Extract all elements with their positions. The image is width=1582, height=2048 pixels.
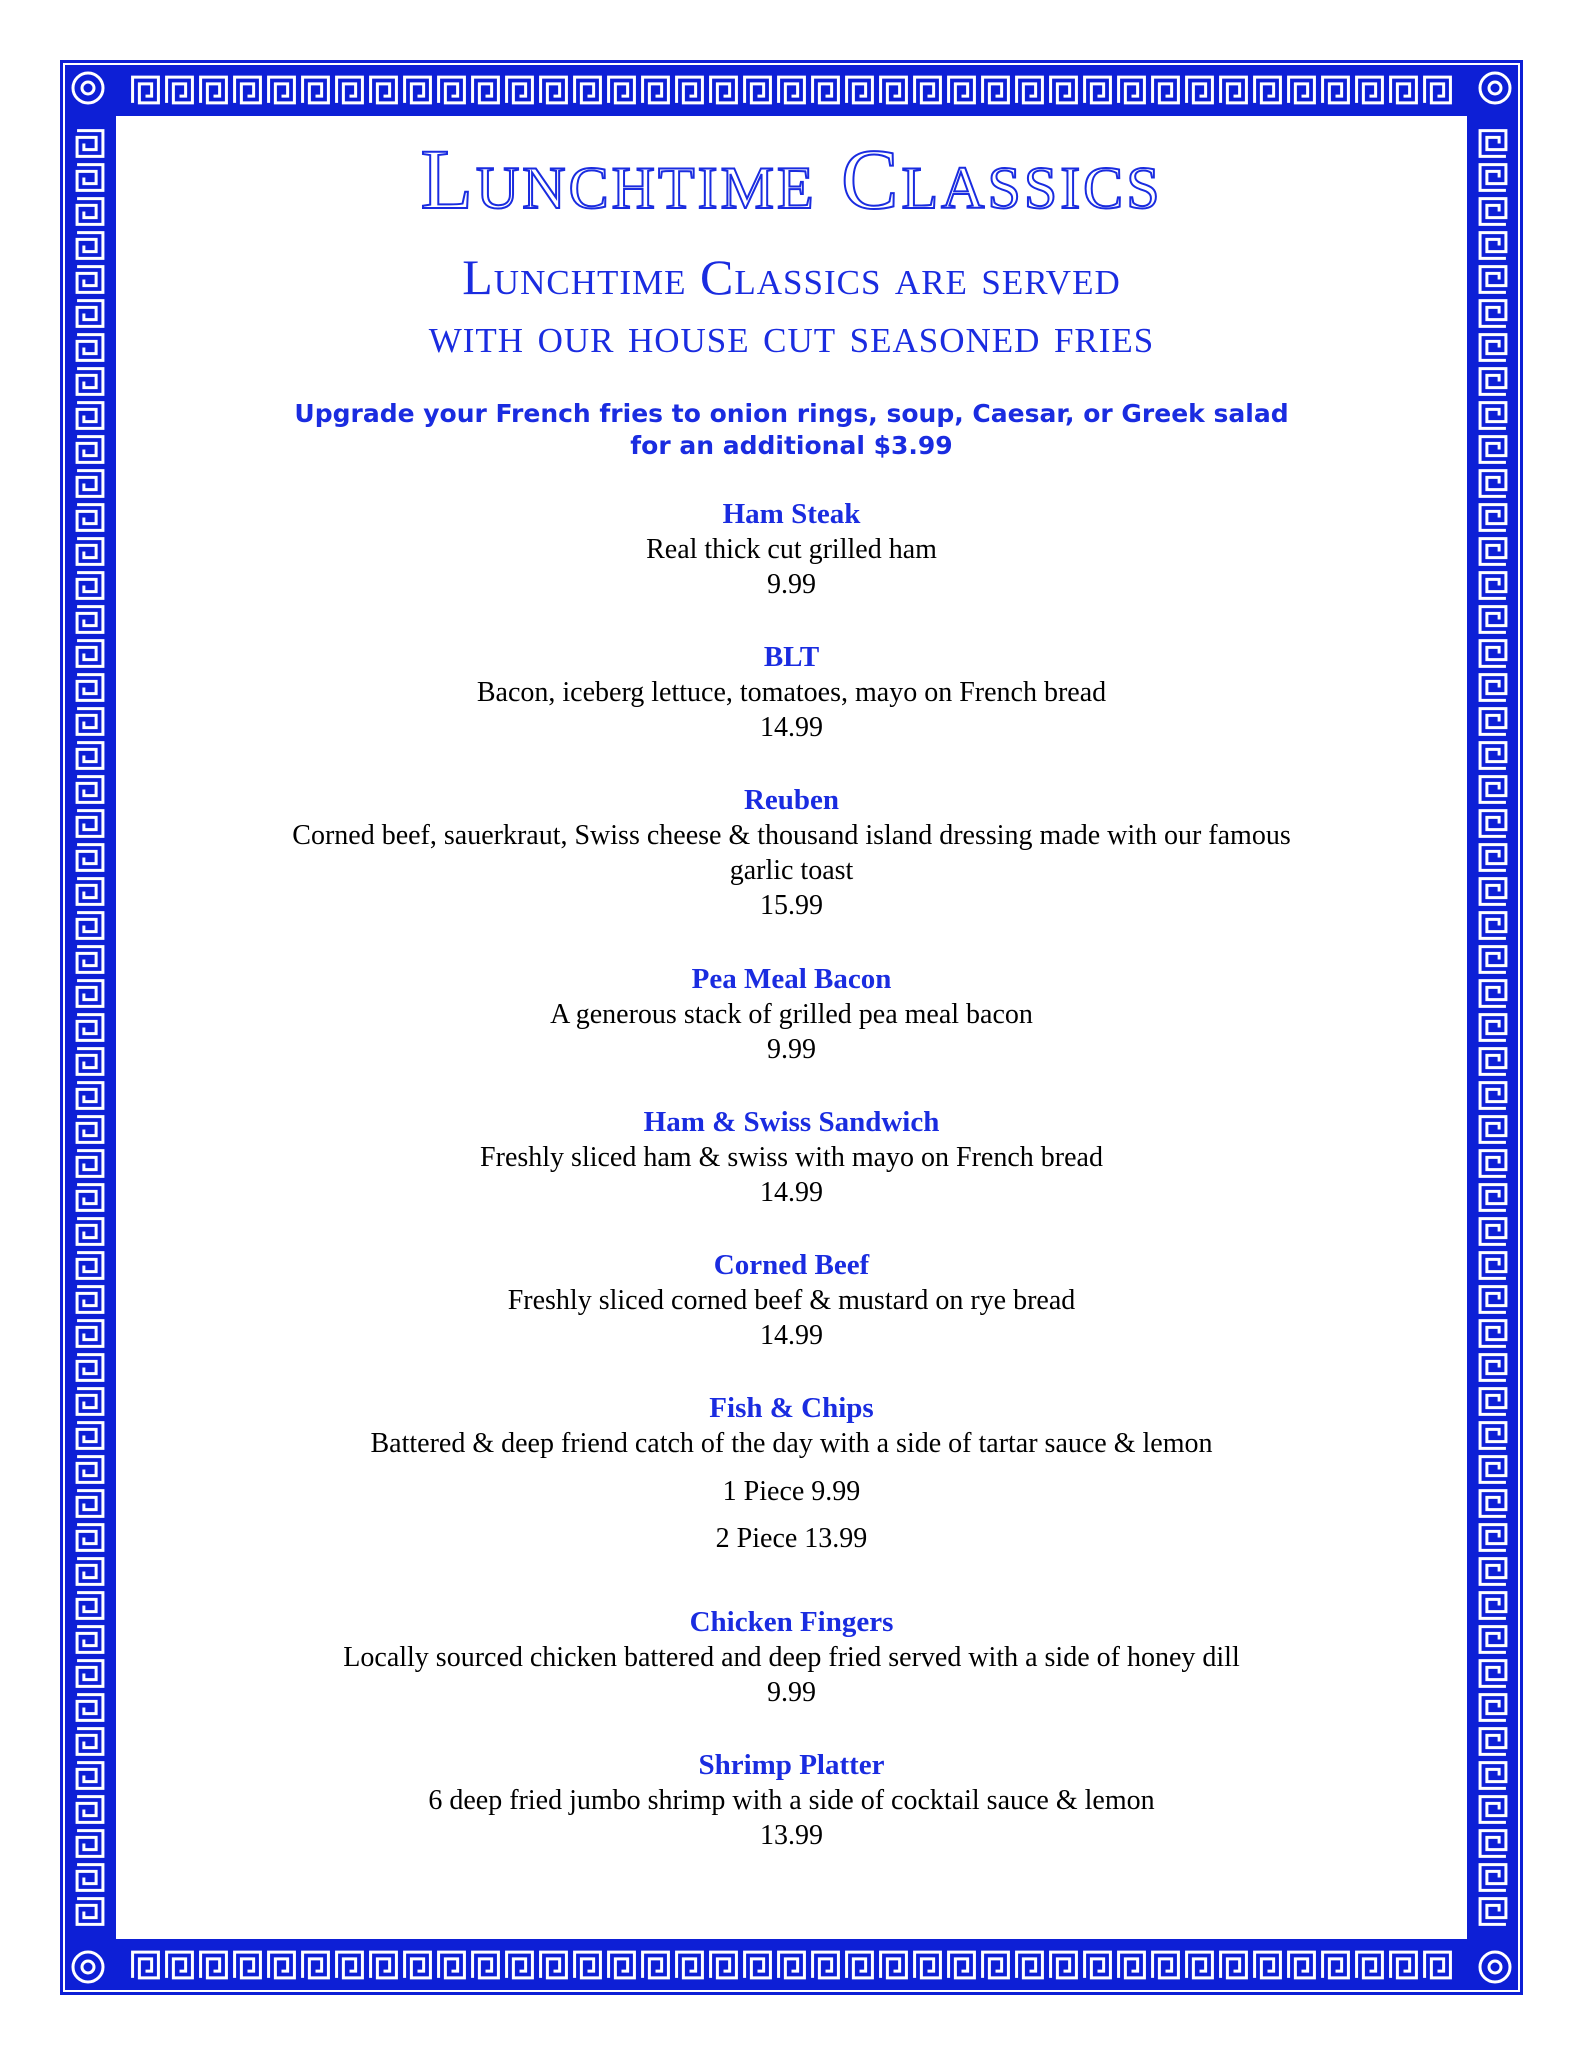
greek-key-icon (77, 1321, 103, 1347)
menu-item-ham-swiss-sandwich (116, 1104, 1467, 1210)
greek-key-icon (1255, 1952, 1281, 1978)
greek-key-icon (1480, 1831, 1506, 1857)
greek-key-icon (303, 77, 329, 103)
greek-key-icon (1480, 369, 1506, 395)
greek-key-icon (77, 505, 103, 531)
greek-key-icon (1119, 77, 1145, 103)
greek-key-icon (167, 1952, 193, 1978)
greek-key-icon (77, 845, 103, 871)
greek-key-icon (1480, 1117, 1506, 1143)
greek-key-icon (337, 1952, 363, 1978)
greek-key-icon (541, 1952, 567, 1978)
greek-key-icon (77, 1797, 103, 1823)
greek-key-icon (711, 1952, 737, 1978)
greek-key-icon (1480, 1763, 1506, 1789)
greek-key-icon (1480, 607, 1506, 633)
greek-key-icon (847, 1952, 873, 1978)
greek-key-icon (77, 1049, 103, 1075)
greek-key-icon (881, 77, 907, 103)
greek-key-icon (1480, 1355, 1506, 1381)
item-name: Shrimp Platter (698, 1749, 885, 1781)
item-price: 9.99 (767, 569, 816, 600)
greek-key-icon (77, 131, 103, 157)
greek-key-icon (745, 77, 771, 103)
greek-key-icon (1357, 1952, 1383, 1978)
greek-key-icon (1391, 1952, 1417, 1978)
greek-key-icon (813, 77, 839, 103)
greek-key-icon (609, 1952, 635, 1978)
menu-item-pea-meal-bacon (116, 961, 1467, 1067)
greek-key-icon (677, 77, 703, 103)
subtitle-line-1: Lunchtime Classics are served (462, 249, 1121, 305)
greek-key-icon (745, 1952, 771, 1978)
greek-key-icon (77, 369, 103, 395)
item-description-line-1: Corned beef, sauerkraut, Swiss cheese & thousand island dressing made with our famous (292, 820, 1291, 851)
item-price: 14.99 (760, 1320, 823, 1351)
greek-key-icon (77, 777, 103, 803)
greek-key-icon (1480, 131, 1506, 157)
greek-key-icon (77, 1593, 103, 1619)
greek-key-icon (1480, 1593, 1506, 1619)
greek-key-icon (1480, 675, 1506, 701)
item-description: Real thick cut grilled ham (646, 534, 937, 565)
greek-key-icon (677, 1952, 703, 1978)
greek-key-icon (77, 471, 103, 497)
item-name: Reuben (743, 784, 840, 816)
greek-key-icon (1480, 641, 1506, 667)
greek-key-icon (201, 1952, 227, 1978)
greek-key-icon (1153, 77, 1179, 103)
greek-key-icon (77, 233, 103, 259)
greek-key-icon (1480, 1695, 1506, 1721)
greek-key-icon (1480, 1015, 1506, 1041)
greek-key-icon (77, 607, 103, 633)
greek-key-icon (1480, 437, 1506, 463)
greek-key-icon (201, 77, 227, 103)
greek-key-icon (1289, 77, 1315, 103)
greek-key-icon (439, 1952, 465, 1978)
greek-key-icon (77, 981, 103, 1007)
item-name: Corned Beef (713, 1249, 870, 1281)
greek-key-icon (1085, 1952, 1111, 1978)
greek-key-icon (1480, 981, 1506, 1007)
greek-key-icon (77, 1389, 103, 1415)
greek-key-icon (1480, 539, 1506, 565)
greek-key-icon (473, 1952, 499, 1978)
greek-key-icon (1289, 1952, 1315, 1978)
greek-key-icon (949, 1952, 975, 1978)
item-name: Ham & Swiss Sandwich (643, 1106, 940, 1138)
greek-key-icon (1153, 1952, 1179, 1978)
greek-key-icon (915, 77, 941, 103)
greek-key-icon (1480, 1559, 1506, 1585)
greek-key-icon (949, 77, 975, 103)
greek-key-icon (371, 77, 397, 103)
greek-key-icon (1480, 1049, 1506, 1075)
greek-key-icon (1480, 1491, 1506, 1517)
greek-key-icon (77, 811, 103, 837)
greek-key-icon (1480, 879, 1506, 905)
item-description: 6 deep fried jumbo shrimp with a side of cocktail sauce & lemon (428, 1785, 1155, 1816)
greek-key-icon (77, 267, 103, 293)
greek-key-icon (77, 1899, 103, 1925)
menu-item-shrimp-platter (116, 1747, 1467, 1853)
greek-key-icon (779, 1952, 805, 1978)
greek-key-icon (269, 1952, 295, 1978)
greek-key-icon (133, 1952, 159, 1978)
item-price: 15.99 (760, 890, 823, 921)
greek-key-icon (405, 77, 431, 103)
greek-key-icon (1051, 1952, 1077, 1978)
greek-key-icon (167, 77, 193, 103)
greek-key-icon (1480, 777, 1506, 803)
greek-key-icon (711, 77, 737, 103)
greek-key-icon (1480, 165, 1506, 191)
greek-key-icon (1480, 1899, 1506, 1925)
greek-key-icon (1480, 811, 1506, 837)
greek-key-icon (1357, 77, 1383, 103)
greek-key-icon (269, 77, 295, 103)
greek-key-icon (1480, 1729, 1506, 1755)
greek-key-icon (983, 1952, 1009, 1978)
greek-key-icon (133, 77, 159, 103)
greek-key-icon (77, 301, 103, 327)
greek-key-icon (1480, 1253, 1506, 1279)
greek-key-icon (1480, 1457, 1506, 1483)
greek-key-icon (235, 77, 261, 103)
greek-key-icon (77, 1661, 103, 1687)
greek-key-icon (77, 1865, 103, 1891)
greek-key-icon (1480, 335, 1506, 361)
item-description: A generous stack of grilled pea meal bacon (550, 999, 1033, 1030)
greek-key-icon (77, 1253, 103, 1279)
greek-key-icon (1480, 199, 1506, 225)
greek-key-icon (1480, 1865, 1506, 1891)
item-description: Battered & deep friend catch of the day with a side of tartar sauce & lemon (370, 1428, 1213, 1459)
item-price: 9.99 (767, 1677, 816, 1708)
menu-item-chicken-fingers (116, 1604, 1467, 1710)
greek-key-icon (881, 1952, 907, 1978)
menu-item-reuben (116, 782, 1467, 923)
greek-key-icon (1480, 233, 1506, 259)
greek-key-icon (77, 437, 103, 463)
greek-key-icon (1480, 913, 1506, 939)
greek-key-icon (77, 1185, 103, 1211)
greek-key-icon (507, 1952, 533, 1978)
greek-key-icon (779, 77, 805, 103)
greek-key-icon (1480, 1321, 1506, 1347)
greek-key-icon (77, 1457, 103, 1483)
greek-key-icon (77, 1491, 103, 1517)
greek-key-icon (575, 1952, 601, 1978)
greek-key-icon (1480, 573, 1506, 599)
greek-key-icon (77, 1831, 103, 1857)
greek-key-icon (77, 1763, 103, 1789)
greek-key-icon (1480, 1083, 1506, 1109)
menu-item-fish-chips (116, 1390, 1467, 1556)
greek-key-icon (1187, 1952, 1213, 1978)
greek-key-icon (77, 1083, 103, 1109)
greek-key-icon (1017, 77, 1043, 103)
greek-key-icon (915, 1952, 941, 1978)
greek-key-icon (77, 709, 103, 735)
greek-key-icon (1480, 947, 1506, 973)
greek-key-icon (1119, 1952, 1145, 1978)
greek-key-icon (1480, 403, 1506, 429)
greek-key-icon (77, 1117, 103, 1143)
greek-key-icon (1391, 77, 1417, 103)
greek-key-icon (1323, 1952, 1349, 1978)
upgrade-line-2: for an additional $3.99 (630, 431, 953, 460)
subtitle-line-2: with our house cut seasoned fries (428, 307, 1155, 363)
greek-key-icon (77, 1695, 103, 1721)
item-description: Freshly sliced corned beef & mustard on rye bread (507, 1285, 1076, 1316)
item-name: Fish & Chips (709, 1392, 874, 1424)
item-description: Bacon, iceberg lettuce, tomatoes, mayo on French bread (476, 677, 1107, 708)
greek-key-icon (77, 879, 103, 905)
greek-key-icon (77, 641, 103, 667)
greek-key-icon (1480, 267, 1506, 293)
greek-key-icon (77, 947, 103, 973)
item-description: Locally sourced chicken battered and deep fried served with a side of honey dill (343, 1642, 1240, 1673)
greek-key-icon (1480, 1389, 1506, 1415)
item-price-one-piece: 1 Piece 9.99 (722, 1476, 861, 1507)
menu-content (116, 116, 1467, 1939)
greek-key-icon (235, 1952, 261, 1978)
greek-key-icon (77, 1151, 103, 1177)
greek-key-icon (1480, 1287, 1506, 1313)
greek-key-icon (77, 1015, 103, 1041)
greek-key-icon (1255, 77, 1281, 103)
greek-key-icon (541, 77, 567, 103)
greek-key-icon (77, 165, 103, 191)
greek-key-icon (77, 913, 103, 939)
item-price: 14.99 (760, 712, 823, 743)
greek-key-icon (77, 335, 103, 361)
greek-key-icon (77, 1355, 103, 1381)
greek-key-icon (1051, 77, 1077, 103)
greek-key-icon (1480, 1185, 1506, 1211)
greek-key-icon (337, 77, 363, 103)
greek-key-icon (77, 1219, 103, 1245)
greek-key-icon (405, 1952, 431, 1978)
greek-key-icon (1425, 1952, 1451, 1978)
item-description-line-2: garlic toast (729, 855, 854, 886)
menu-subtitle (116, 248, 1467, 364)
greek-key-icon (1323, 77, 1349, 103)
item-price: 9.99 (767, 1034, 816, 1065)
greek-key-icon (1480, 505, 1506, 531)
greek-key-icon (1085, 77, 1111, 103)
item-name: Chicken Fingers (689, 1606, 894, 1638)
greek-key-icon (1480, 743, 1506, 769)
greek-key-icon (1480, 471, 1506, 497)
greek-key-icon (1480, 709, 1506, 735)
menu-item-ham-steak (116, 496, 1467, 602)
greek-key-icon (575, 77, 601, 103)
greek-key-icon (507, 77, 533, 103)
greek-key-icon (439, 77, 465, 103)
greek-key-icon (1480, 1525, 1506, 1551)
greek-key-icon (1480, 1797, 1506, 1823)
greek-key-icon (77, 539, 103, 565)
greek-key-icon (1480, 1219, 1506, 1245)
greek-key-icon (1480, 1423, 1506, 1449)
menu-item-corned-beef (116, 1247, 1467, 1353)
greek-key-icon (77, 573, 103, 599)
greek-key-icon (1480, 845, 1506, 871)
greek-key-icon (77, 1559, 103, 1585)
greek-key-icon (1425, 77, 1451, 103)
greek-key-icon (77, 199, 103, 225)
item-price: 14.99 (760, 1177, 823, 1208)
item-name: BLT (763, 641, 820, 673)
greek-key-icon (1221, 77, 1247, 103)
greek-key-icon (609, 77, 635, 103)
greek-key-icon (303, 1952, 329, 1978)
greek-key-icon (77, 1287, 103, 1313)
greek-key-icon (983, 77, 1009, 103)
greek-key-icon (1187, 77, 1213, 103)
greek-key-icon (1017, 1952, 1043, 1978)
greek-key-icon (77, 743, 103, 769)
greek-key-icon (77, 675, 103, 701)
greek-key-icon (1480, 1627, 1506, 1653)
greek-key-icon (77, 1729, 103, 1755)
greek-key-icon (1221, 1952, 1247, 1978)
item-name: Ham Steak (722, 498, 861, 530)
greek-key-icon (1480, 1151, 1506, 1177)
item-price: 13.99 (760, 1820, 823, 1851)
greek-key-icon (77, 1525, 103, 1551)
item-price-two-piece: 2 Piece 13.99 (715, 1523, 868, 1554)
greek-key-icon (77, 1423, 103, 1449)
greek-key-icon (1480, 1661, 1506, 1687)
item-description: Freshly sliced ham & swiss with mayo on French bread (480, 1142, 1103, 1173)
greek-key-icon (371, 1952, 397, 1978)
upgrade-line-1: Upgrade your French fries to onion rings, soup, Caesar, or Greek salad (294, 399, 1289, 428)
greek-key-icon (473, 77, 499, 103)
menu-title: Lunchtime Classics (420, 131, 1163, 227)
greek-key-icon (77, 1627, 103, 1653)
greek-key-icon (77, 403, 103, 429)
greek-key-icon (1480, 301, 1506, 327)
menu-item-blt (116, 639, 1467, 745)
greek-key-icon (643, 77, 669, 103)
upgrade-note (116, 398, 1467, 462)
item-name: Pea Meal Bacon (691, 963, 892, 995)
greek-key-icon (813, 1952, 839, 1978)
greek-key-icon (643, 1952, 669, 1978)
greek-key-icon (847, 77, 873, 103)
